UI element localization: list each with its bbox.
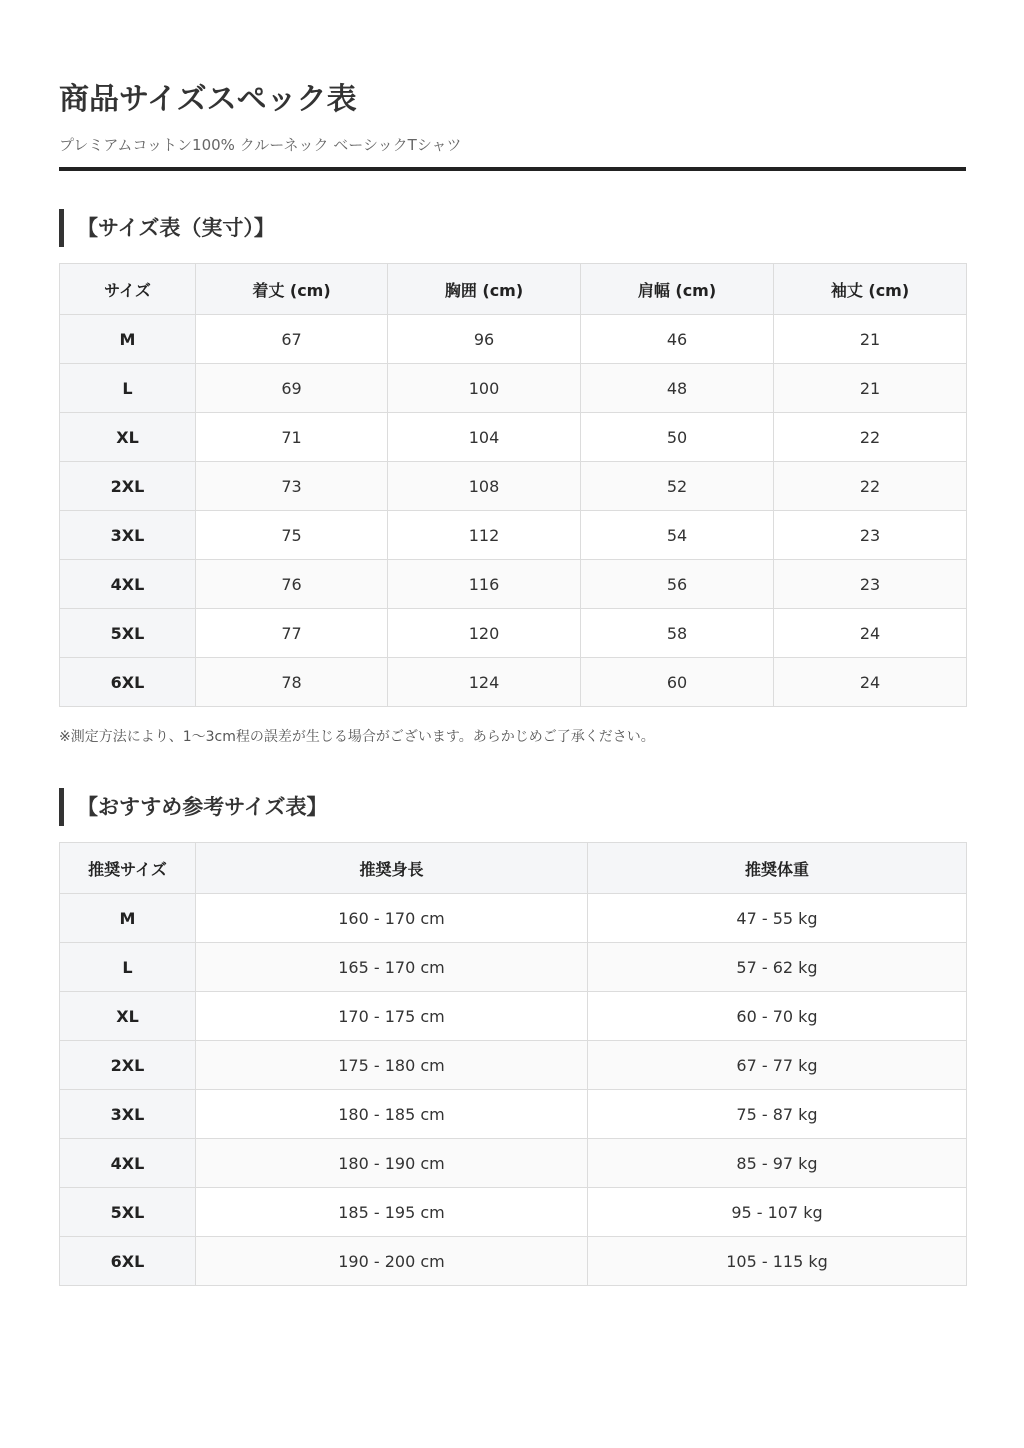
chest-value: 112 <box>388 511 581 560</box>
length-value: 73 <box>196 462 388 511</box>
height-range: 180 - 190 cm <box>196 1139 588 1188</box>
chest-value: 116 <box>388 560 581 609</box>
size-label: M <box>60 315 196 364</box>
sleeve-value: 23 <box>774 511 967 560</box>
product-name: プレミアムコットン100% クルーネック ベーシックTシャツ <box>59 136 462 154</box>
column-header-shoulder: 肩幅 (cm) <box>581 264 774 315</box>
sleeve-value: 23 <box>774 560 967 609</box>
weight-range: 60 - 70 kg <box>588 992 967 1041</box>
weight-range: 85 - 97 kg <box>588 1139 967 1188</box>
sleeve-value: 22 <box>774 462 967 511</box>
page-title: 商品サイズスペック表 <box>59 82 357 117</box>
size-label: 4XL <box>60 1139 196 1188</box>
size-label: 2XL <box>60 1041 196 1090</box>
weight-range: 67 - 77 kg <box>588 1041 967 1090</box>
chest-value: 100 <box>388 364 581 413</box>
size-table-header-row <box>60 264 967 315</box>
shoulder-value: 48 <box>581 364 774 413</box>
height-range: 185 - 195 cm <box>196 1188 588 1237</box>
size-label: XL <box>60 413 196 462</box>
shoulder-value: 58 <box>581 609 774 658</box>
table-row <box>60 894 967 943</box>
column-header-recommended-height: 推奨身長 <box>196 843 588 894</box>
table-row <box>60 658 967 707</box>
size-label: 6XL <box>60 1237 196 1286</box>
size-label: XL <box>60 992 196 1041</box>
table-row <box>60 364 967 413</box>
sleeve-value: 24 <box>774 609 967 658</box>
table-row <box>60 511 967 560</box>
length-value: 77 <box>196 609 388 658</box>
table-row <box>60 1041 967 1090</box>
shoulder-value: 52 <box>581 462 774 511</box>
column-header-length: 着丈 (cm) <box>196 264 388 315</box>
size-label: 4XL <box>60 560 196 609</box>
size-table-heading: 【サイズ表（実寸）】 <box>59 209 275 247</box>
weight-range: 105 - 115 kg <box>588 1237 967 1286</box>
length-value: 69 <box>196 364 388 413</box>
column-header-size: サイズ <box>60 264 196 315</box>
size-label: 3XL <box>60 1090 196 1139</box>
shoulder-value: 50 <box>581 413 774 462</box>
column-header-sleeve: 袖丈 (cm) <box>774 264 967 315</box>
size-label: M <box>60 894 196 943</box>
height-range: 180 - 185 cm <box>196 1090 588 1139</box>
table-row <box>60 462 967 511</box>
chest-value: 120 <box>388 609 581 658</box>
recommend-table-header-row <box>60 843 967 894</box>
length-value: 67 <box>196 315 388 364</box>
height-range: 165 - 170 cm <box>196 943 588 992</box>
measurement-note: ※測定方法により、1〜3cm程の誤差が生じる場合がございます。あらかじめご了承ください。 <box>59 729 655 745</box>
size-label: L <box>60 364 196 413</box>
table-row <box>60 1188 967 1237</box>
table-row <box>60 943 967 992</box>
column-header-chest: 胸囲 (cm) <box>388 264 581 315</box>
table-row <box>60 1237 967 1286</box>
chest-value: 108 <box>388 462 581 511</box>
shoulder-value: 46 <box>581 315 774 364</box>
shoulder-value: 54 <box>581 511 774 560</box>
table-row <box>60 315 967 364</box>
height-range: 190 - 200 cm <box>196 1237 588 1286</box>
table-row <box>60 609 967 658</box>
length-value: 75 <box>196 511 388 560</box>
chest-value: 104 <box>388 413 581 462</box>
column-header-recommended-weight: 推奨体重 <box>588 843 967 894</box>
sleeve-value: 21 <box>774 364 967 413</box>
chest-value: 124 <box>388 658 581 707</box>
table-row <box>60 560 967 609</box>
size-label: 5XL <box>60 609 196 658</box>
table-row <box>60 992 967 1041</box>
shoulder-value: 56 <box>581 560 774 609</box>
weight-range: 75 - 87 kg <box>588 1090 967 1139</box>
length-value: 76 <box>196 560 388 609</box>
length-value: 78 <box>196 658 388 707</box>
weight-range: 57 - 62 kg <box>588 943 967 992</box>
recommend-table-heading: 【おすすめ参考サイズ表】 <box>59 788 328 826</box>
size-table <box>59 263 967 707</box>
length-value: 71 <box>196 413 388 462</box>
weight-range: 95 - 107 kg <box>588 1188 967 1237</box>
weight-range: 47 - 55 kg <box>588 894 967 943</box>
table-row <box>60 1139 967 1188</box>
height-range: 170 - 175 cm <box>196 992 588 1041</box>
size-label: L <box>60 943 196 992</box>
sleeve-value: 21 <box>774 315 967 364</box>
size-label: 6XL <box>60 658 196 707</box>
title-divider <box>59 167 966 171</box>
sleeve-value: 24 <box>774 658 967 707</box>
height-range: 160 - 170 cm <box>196 894 588 943</box>
size-label: 3XL <box>60 511 196 560</box>
table-row <box>60 413 967 462</box>
sleeve-value: 22 <box>774 413 967 462</box>
size-label: 2XL <box>60 462 196 511</box>
recommend-table <box>59 842 967 1286</box>
table-row <box>60 1090 967 1139</box>
height-range: 175 - 180 cm <box>196 1041 588 1090</box>
chest-value: 96 <box>388 315 581 364</box>
shoulder-value: 60 <box>581 658 774 707</box>
column-header-recommended-size: 推奨サイズ <box>60 843 196 894</box>
size-label: 5XL <box>60 1188 196 1237</box>
